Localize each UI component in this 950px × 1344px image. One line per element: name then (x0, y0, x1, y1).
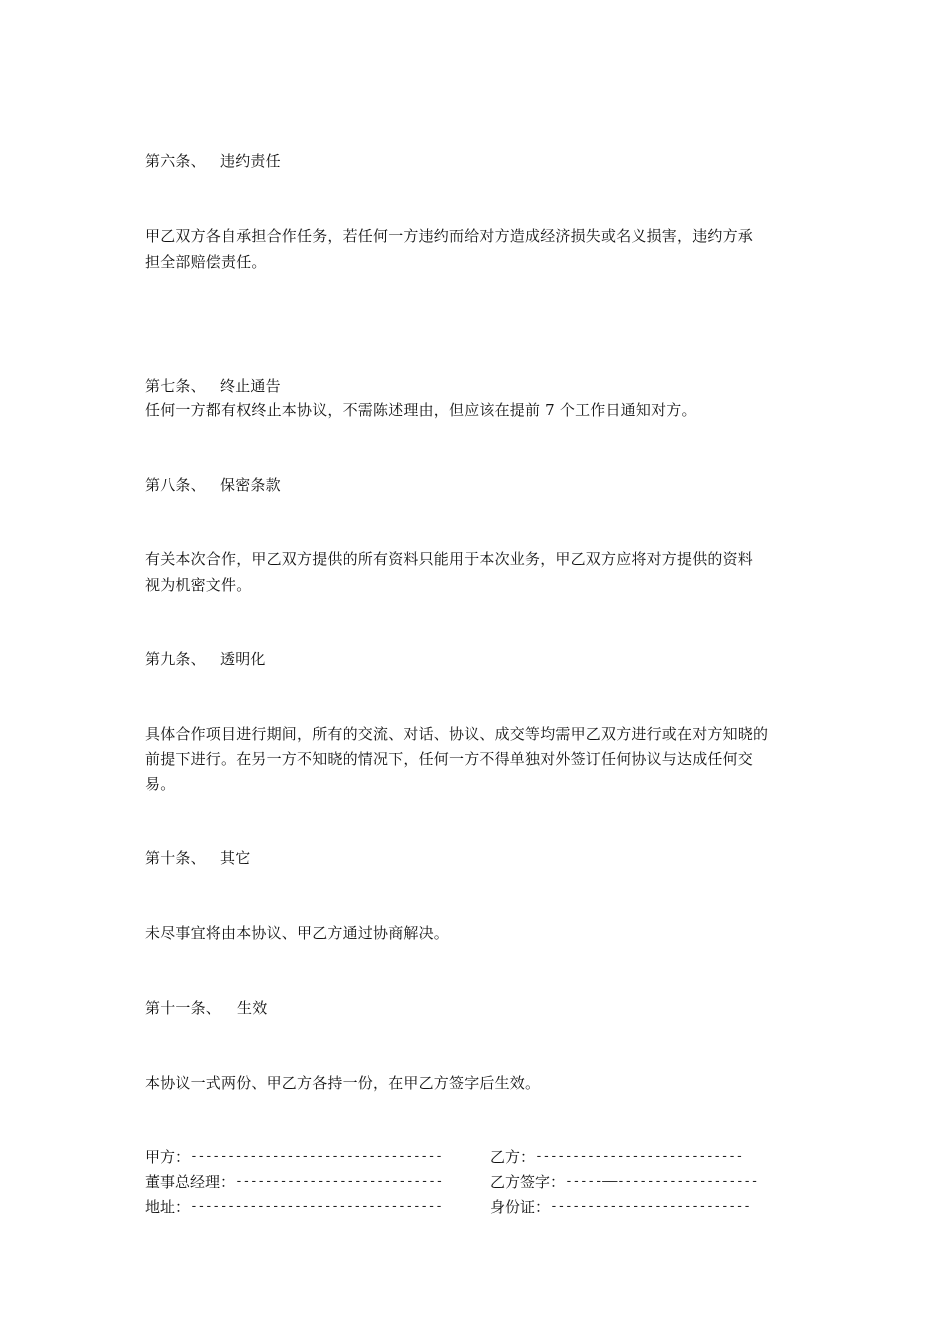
article-title: 终止通告 (220, 377, 281, 395)
field-label: 乙方签字： (490, 1173, 566, 1191)
article-body-line: 有关本次合作，甲乙双方提供的所有资料只能用于本次业务，甲乙双方应将对方提供的资料 (145, 550, 754, 568)
article-number: 第十条、 (145, 849, 206, 867)
party-b-signature-field (490, 1170, 758, 1194)
article-body-line: 担全部赔偿责任。 (145, 253, 267, 271)
field-label: 乙方： (490, 1148, 536, 1166)
article-body-line: 视为机密文件。 (145, 576, 252, 594)
id-card-field (490, 1195, 751, 1219)
general-manager-field (145, 1170, 443, 1194)
signature-line: -----——------------------- (565, 1174, 759, 1189)
article-number: 第六条、 (145, 152, 206, 170)
article-title: 透明化 (220, 650, 266, 668)
article-body-line: 本协议一式两份、甲乙方各持一份，在甲乙方签字后生效。 (145, 1074, 541, 1092)
party-b-field (490, 1145, 743, 1169)
field-label: 甲方： (145, 1148, 191, 1166)
address-field (145, 1195, 443, 1219)
signature-line: ---------------------------------- (190, 1149, 443, 1164)
signature-line: ---------------------------- (235, 1174, 443, 1189)
article-body-line: 甲乙双方各自承担合作任务，若任何一方违约而给对方造成经济损失或名义损害，违约方承 (145, 227, 754, 245)
signature-line: --------------------------- (550, 1199, 751, 1214)
article-title: 生效 (237, 999, 268, 1017)
article-body-line: 前提下进行。在另一方不知晓的情况下，任何一方不得单独对外签订任何协议与达成任何交 (145, 750, 754, 768)
article-body-line: 未尽事宜将由本协议、甲乙方通过协商解决。 (145, 924, 450, 942)
article-heading (145, 374, 281, 398)
signature-line: ---------------------------- (535, 1149, 743, 1164)
article-heading (145, 996, 267, 1020)
article-heading (145, 473, 281, 497)
article-number: 第十一条、 (145, 999, 222, 1017)
article-body-line: 具体合作项目进行期间，所有的交流、对话、协议、成交等均需甲乙双方进行或在对方知晓的 (145, 725, 769, 743)
party-a-field (145, 1145, 443, 1169)
article-body-line: 易。 (145, 775, 176, 793)
article-number: 第七条、 (145, 377, 206, 395)
article-body-line: 任何一方都有权终止本协议，不需陈述理由，但应该在提前 7 个工作日通知对方。 (145, 401, 697, 419)
article-heading (145, 647, 266, 671)
article-title: 违约责任 (220, 152, 281, 170)
signature-row (145, 1195, 805, 1291)
article-title: 保密条款 (220, 476, 281, 494)
signature-line: ---------------------------------- (190, 1199, 443, 1214)
article-heading (145, 846, 250, 870)
field-label: 身份证： (490, 1198, 551, 1216)
article-heading (145, 149, 281, 173)
field-label: 地址： (145, 1198, 191, 1216)
field-label: 董事总经理： (145, 1173, 236, 1191)
article-number: 第九条、 (145, 650, 206, 668)
article-title: 其它 (220, 849, 251, 867)
article-number: 第八条、 (145, 476, 206, 494)
